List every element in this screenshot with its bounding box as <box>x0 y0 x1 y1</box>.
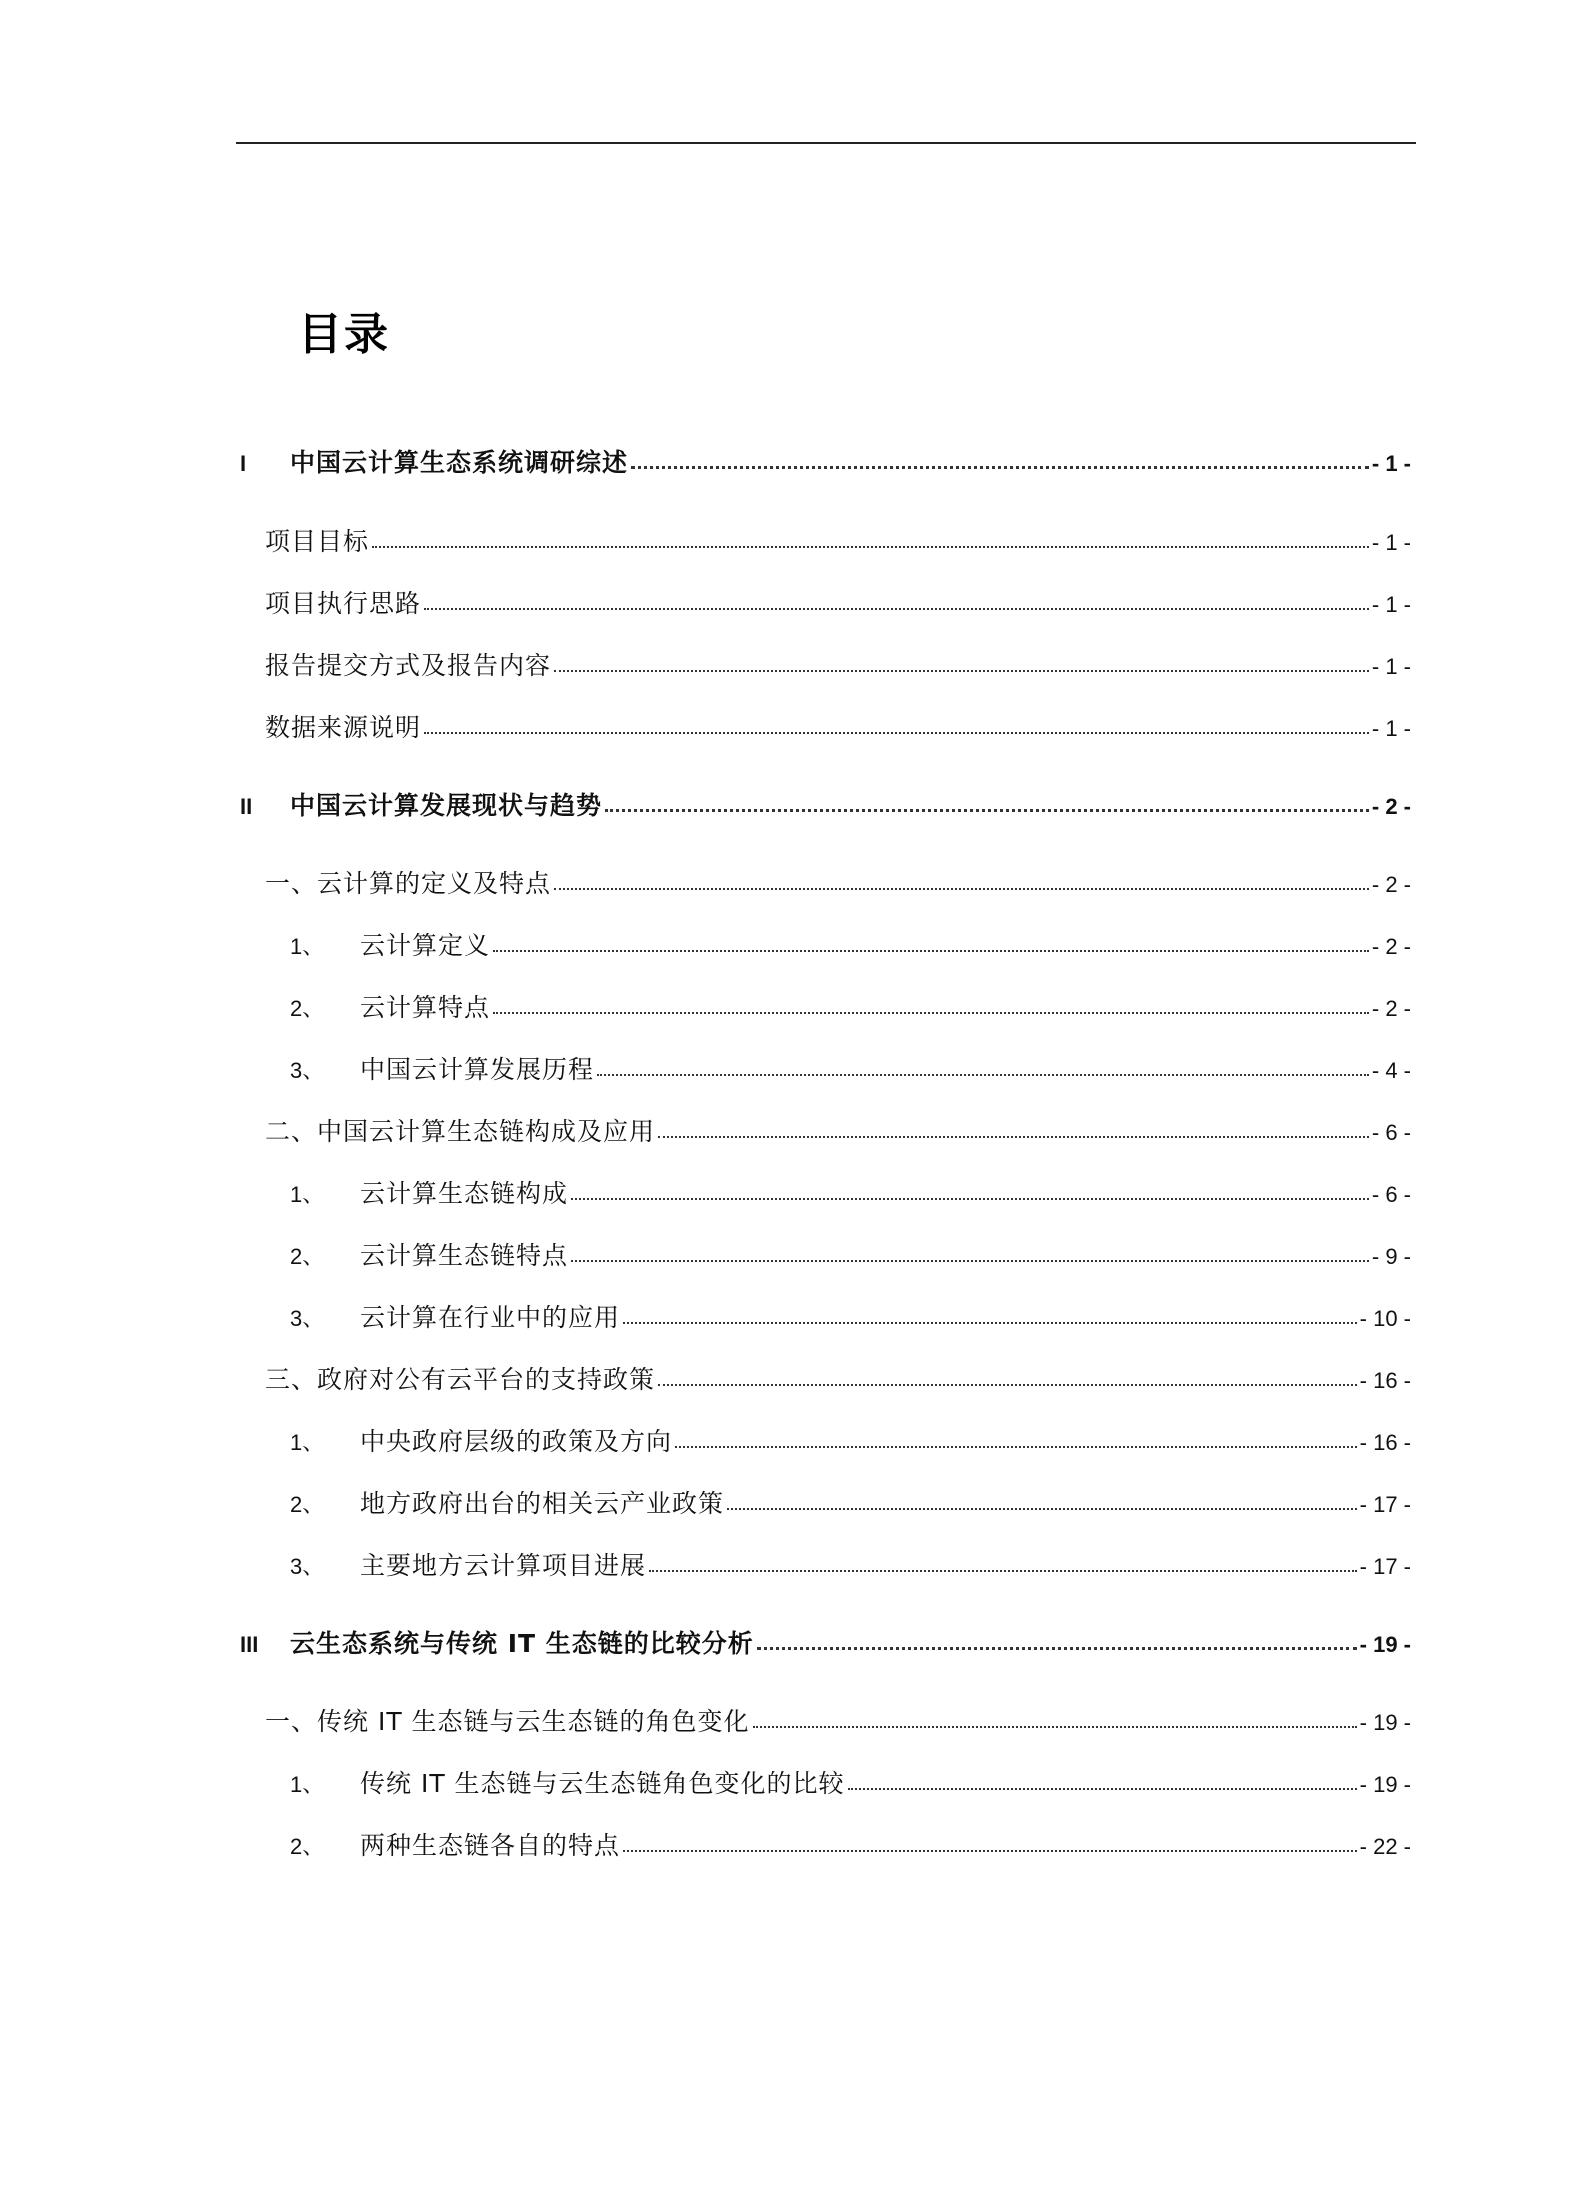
toc-entry[interactable] <box>265 864 1411 900</box>
toc-entry[interactable] <box>240 786 1411 822</box>
toc-page: - 1 - <box>1371 451 1411 476</box>
toc-number: 3、 <box>290 1554 325 1579</box>
toc-entry[interactable] <box>265 1484 1411 1520</box>
toc-label: 中央政府层级的政策及方向 <box>360 1427 673 1456</box>
toc-entry[interactable] <box>265 1298 1411 1334</box>
toc-number: 3、 <box>290 1058 325 1083</box>
toc-page: - 10 - <box>1359 1306 1411 1331</box>
toc-page: - 2 - <box>1371 794 1411 819</box>
toc-label: 报告提交方式及报告内容 <box>265 651 552 680</box>
toc-label: 二、中国云计算生态链构成及应用 <box>265 1117 656 1146</box>
toc-label: 云计算在行业中的应用 <box>360 1303 621 1332</box>
toc-number: 2、 <box>290 1834 325 1859</box>
toc-label: 项目执行思路 <box>265 589 422 618</box>
toc-leader <box>675 1438 1357 1448</box>
toc-leader <box>571 1190 1369 1200</box>
toc-page: - 17 - <box>1359 1492 1411 1517</box>
toc-page: - 4 - <box>1371 1058 1411 1083</box>
toc-page: - 2 - <box>1371 934 1411 959</box>
toc-label: 云计算生态链构成 <box>360 1179 569 1208</box>
toc-number: 1、 <box>290 934 325 959</box>
toc-leader <box>571 1252 1369 1262</box>
toc-leader <box>424 600 1369 610</box>
toc-page: - 16 - <box>1359 1368 1411 1393</box>
toc-page: - 1 - <box>1371 654 1411 679</box>
toc-page: - 2 - <box>1371 996 1411 1021</box>
toc-label: 一、云计算的定义及特点 <box>265 869 552 898</box>
toc-label: 云计算生态链特点 <box>360 1241 569 1270</box>
toc-number: 2、 <box>290 996 325 1021</box>
toc-entry[interactable] <box>265 988 1411 1024</box>
toc-leader <box>658 1376 1357 1386</box>
toc-number: 1、 <box>290 1182 325 1207</box>
toc-entry[interactable] <box>265 522 1411 558</box>
toc-leader <box>493 1004 1369 1014</box>
toc-leader <box>493 942 1369 952</box>
toc-page: - 6 - <box>1371 1120 1411 1145</box>
toc-entry[interactable] <box>265 1764 1411 1800</box>
toc-number: I <box>240 451 247 476</box>
toc-entry[interactable] <box>240 1624 1411 1660</box>
toc-entry[interactable] <box>265 926 1411 962</box>
toc-page: - 2 - <box>1371 872 1411 897</box>
toc-label: 地方政府出台的相关云产业政策 <box>360 1489 725 1518</box>
toc-label: 一、传统 IT 生态链与云生态链的角色变化 <box>265 1707 750 1736</box>
toc-entry[interactable] <box>265 1546 1411 1582</box>
toc-page: - 9 - <box>1371 1244 1411 1269</box>
toc-entry[interactable] <box>265 1422 1411 1458</box>
toc-page: - 1 - <box>1371 716 1411 741</box>
toc-entry[interactable] <box>265 1050 1411 1086</box>
toc-label: 中国云计算生态系统调研综述 <box>290 448 629 477</box>
toc-label: 云计算定义 <box>360 931 491 960</box>
page-title: 目录 <box>298 309 390 360</box>
toc-page: - 1 - <box>1371 592 1411 617</box>
toc-number: 1、 <box>290 1430 325 1455</box>
header-rule <box>236 142 1416 144</box>
toc-number: II <box>240 794 253 819</box>
toc-label: 数据来源说明 <box>265 713 422 742</box>
toc-page: - 19 - <box>1359 1632 1411 1657</box>
toc-entry[interactable] <box>265 1702 1411 1738</box>
toc-entry[interactable] <box>265 1826 1411 1862</box>
toc-leader <box>727 1500 1357 1510</box>
toc-entry[interactable] <box>240 443 1411 479</box>
toc-page: - 17 - <box>1359 1554 1411 1579</box>
toc-label: 主要地方云计算项目进展 <box>360 1551 647 1580</box>
toc-page: - 19 - <box>1359 1710 1411 1735</box>
toc-page: - 16 - <box>1359 1430 1411 1455</box>
toc-number: 3、 <box>290 1306 325 1331</box>
toc-leader <box>597 1066 1369 1076</box>
toc-label: 中国云计算发展现状与趋势 <box>290 791 603 820</box>
toc-label: 中国云计算发展历程 <box>360 1055 595 1084</box>
toc-entry[interactable] <box>265 1236 1411 1272</box>
toc-leader <box>554 880 1369 890</box>
toc-leader <box>757 1639 1357 1650</box>
toc-page: - 6 - <box>1371 1182 1411 1207</box>
toc-leader <box>649 1562 1357 1572</box>
toc-label: 传统 IT 生态链与云生态链角色变化的比较 <box>360 1769 845 1798</box>
toc-leader <box>372 538 1369 548</box>
toc-number: 2、 <box>290 1244 325 1269</box>
toc-entry[interactable] <box>265 1174 1411 1210</box>
toc-page: - 1 - <box>1371 530 1411 555</box>
toc-number: 1、 <box>290 1772 325 1797</box>
toc-leader <box>848 1780 1357 1790</box>
toc-page: - 19 - <box>1359 1772 1411 1797</box>
toc-label: 云计算特点 <box>360 993 491 1022</box>
toc-entry[interactable] <box>265 646 1411 682</box>
toc-entry[interactable] <box>265 1360 1411 1396</box>
toc-number: III <box>240 1632 259 1657</box>
toc-label: 两种生态链各自的特点 <box>360 1831 621 1860</box>
toc-leader <box>631 458 1369 469</box>
toc-leader <box>623 1314 1357 1324</box>
toc-leader <box>424 724 1369 734</box>
toc-leader <box>658 1128 1369 1138</box>
toc-entry[interactable] <box>265 584 1411 620</box>
toc-leader <box>753 1718 1357 1728</box>
toc-page: - 22 - <box>1359 1834 1411 1859</box>
toc-label: 项目目标 <box>265 527 370 556</box>
toc-leader <box>554 662 1369 672</box>
toc-label: 云生态系统与传统 IT 生态链的比较分析 <box>290 1629 754 1658</box>
toc-entry[interactable] <box>265 708 1411 744</box>
toc-entry[interactable] <box>265 1112 1411 1148</box>
toc-leader <box>623 1842 1357 1852</box>
toc-label: 三、政府对公有云平台的支持政策 <box>265 1365 656 1394</box>
toc-leader <box>605 801 1369 812</box>
toc-number: 2、 <box>290 1492 325 1517</box>
